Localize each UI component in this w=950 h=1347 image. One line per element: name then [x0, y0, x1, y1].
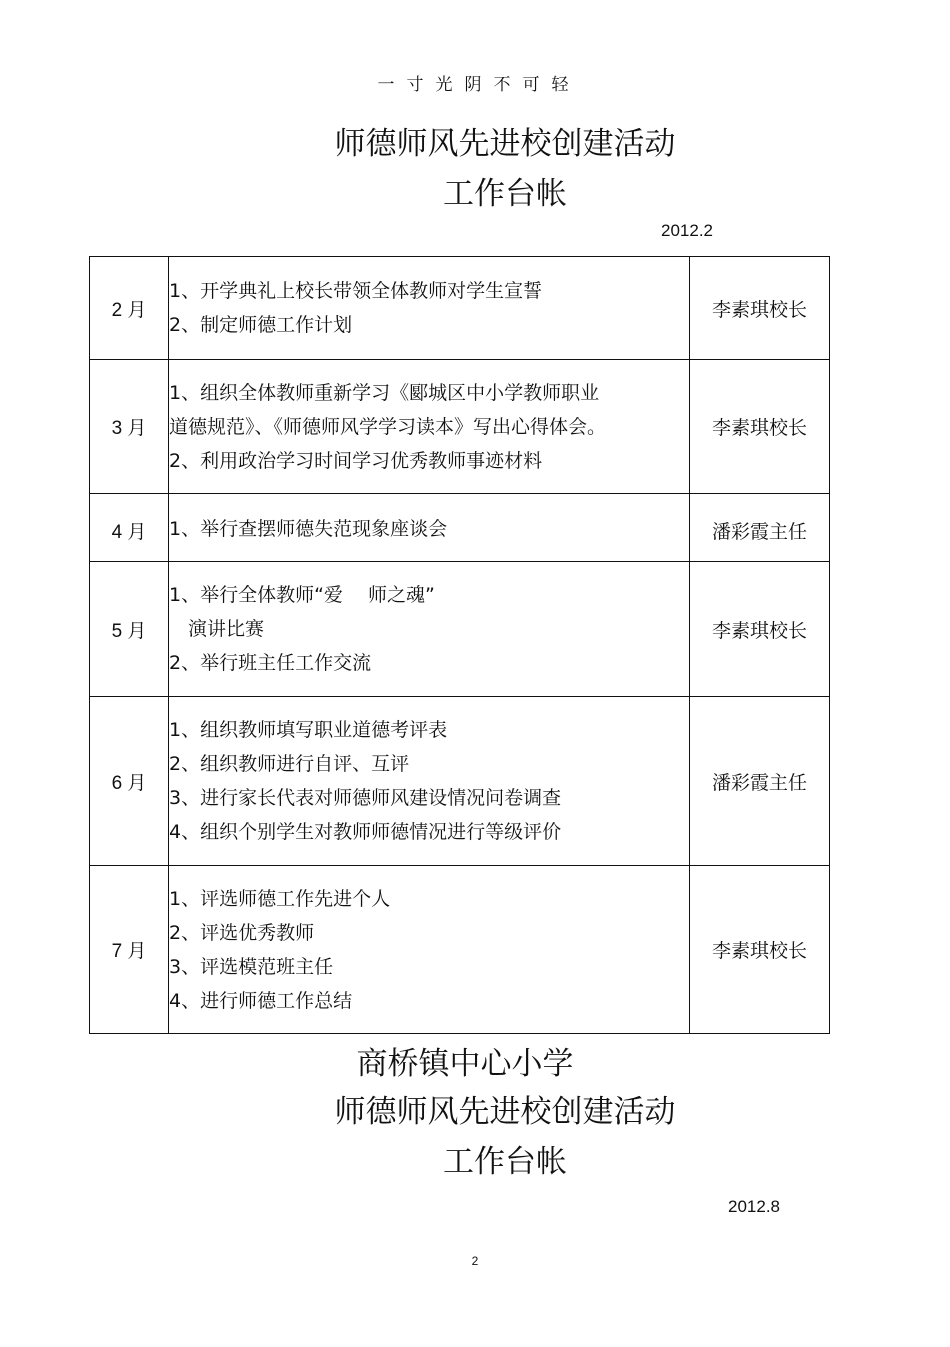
- activity-item: 1、组织全体教师重新学习《郾城区中小学教师职业: [169, 381, 600, 404]
- bottom-title: 师德师风先进校创建活动: [334, 1094, 676, 1130]
- activity-ledger-table: [89, 256, 830, 1034]
- responsible-person-cell: 潘彩霞主任: [690, 494, 830, 562]
- activity-item: 4、进行师德工作总结: [169, 989, 353, 1012]
- table-row: [90, 494, 830, 562]
- activity-item: 3、进行家长代表对师德师风建设情况问卷调查: [169, 787, 562, 809]
- document-subtitle: 工作台帐: [443, 176, 567, 212]
- table-row: [90, 257, 830, 360]
- month-cell: 6 月: [90, 697, 169, 866]
- activity-item: 2、举行班主任工作交流: [169, 652, 372, 674]
- activity-item: 2、制定师德工作计划: [169, 314, 353, 336]
- activity-items-cell: [169, 697, 690, 866]
- activity-item: 4、组织个别学生对教师师德情况进行等级评价: [169, 821, 562, 843]
- activity-item: 3、评选模范班主任: [169, 955, 334, 978]
- activity-item: 1、开学典礼上校长带领全体教师对学生宣誓: [169, 280, 543, 302]
- document-date: 2012.2: [661, 221, 713, 240]
- bottom-date: 2012.8: [728, 1197, 780, 1216]
- activity-items-cell: [169, 360, 690, 494]
- responsible-person-cell: 李素琪校长: [690, 562, 830, 697]
- table-row: [90, 562, 830, 697]
- table-row: [90, 697, 830, 866]
- month-cell: 5 月: [90, 562, 169, 697]
- responsible-person-cell: 李素琪校长: [690, 257, 830, 360]
- activity-item: 2、利用政治学习时间学习优秀教师事迹材料: [169, 449, 543, 472]
- page-number: 2: [471, 1254, 479, 1268]
- activity-item: 1、评选师德工作先进个人: [169, 887, 391, 910]
- activity-item: 道德规范》、《师德师风学学习读本》写出心得体会。: [169, 415, 607, 438]
- responsible-person-cell: 李素琪校长: [690, 866, 830, 1034]
- activity-item: 1、组织教师填写职业道德考评表: [169, 719, 448, 741]
- month-cell: 7 月: [90, 866, 169, 1034]
- activity-item: 1、举行查摆师德失范现象座谈会: [169, 517, 448, 540]
- month-cell: 4 月: [90, 494, 169, 562]
- month-cell: 3 月: [90, 360, 169, 494]
- table-row: [90, 360, 830, 494]
- activity-item: 2、评选优秀教师: [169, 921, 315, 944]
- month-cell: 2 月: [90, 257, 169, 360]
- activity-item: 1、举行全体教师“爱 师之魂”: [169, 584, 435, 606]
- bottom-subtitle: 工作台帐: [443, 1144, 567, 1180]
- activity-items-cell: [169, 494, 690, 562]
- document-title: 师德师风先进校创建活动: [334, 126, 676, 162]
- header-motto: 一寸光阴不可轻: [377, 75, 581, 95]
- activity-items-cell: [169, 257, 690, 360]
- activity-items-cell: [169, 866, 690, 1034]
- activity-item: 演讲比赛: [169, 618, 265, 640]
- activity-items-cell: [169, 562, 690, 697]
- school-name: 商桥镇中心小学: [356, 1046, 574, 1082]
- table-row: [90, 866, 830, 1034]
- responsible-person-cell: 李素琪校长: [690, 360, 830, 494]
- responsible-person-cell: 潘彩霞主任: [690, 697, 830, 866]
- activity-item: 2、组织教师进行自评、互评: [169, 753, 410, 775]
